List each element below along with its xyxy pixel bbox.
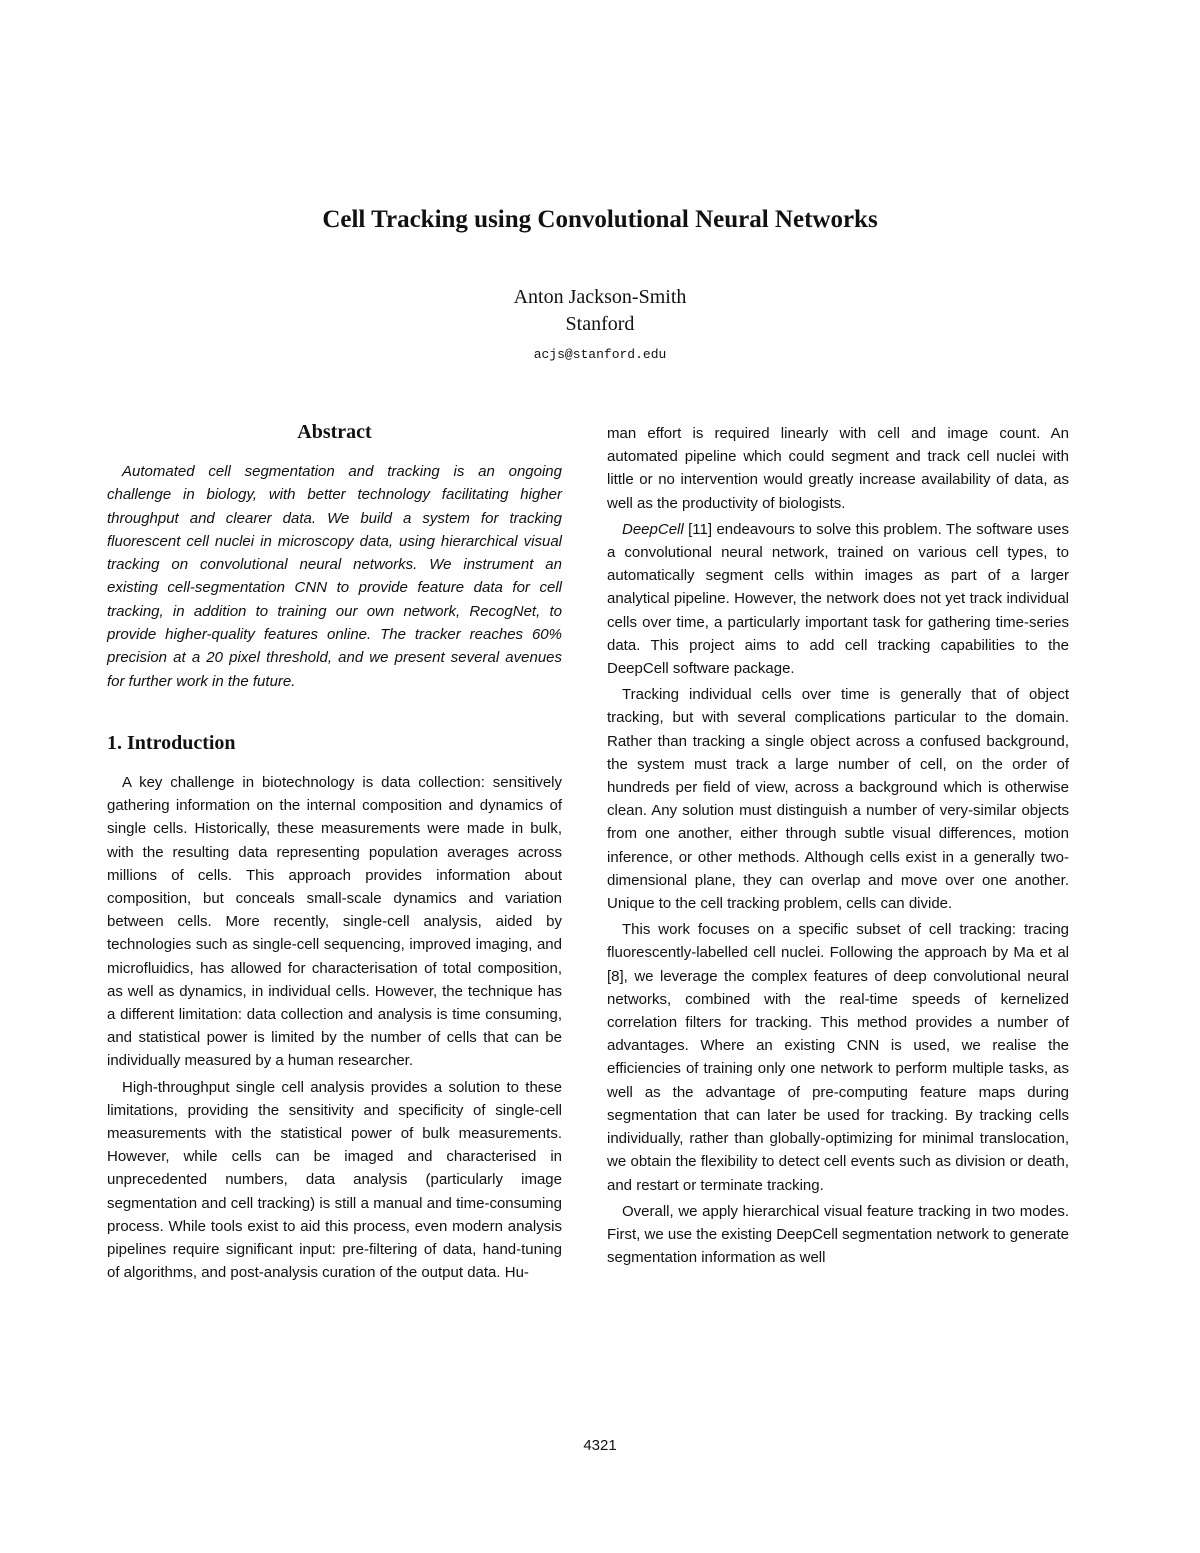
abstract-text: Automated cell segmentation and tracking is an ongoing challenge in biology, with better technology facilitating higher throughput and clearer data. We build a system for tracking fluorescent cell nuclei in microscopy data, using hierarchical visual tracking on convolutional neural networks. We instrument an existing cell-segmentation CNN to provide feature data for cell tracking, in addition to training our own network, RecogNet, to provide higher-quality features online. The tracker reaches 60% precision at a 20 pixel threshold, and we present several avenues for further work in the future.	[107, 463, 562, 690]
continuation-paragraph: man effort is required linearly with cell and image count. An automated pipeline which could segment and track cell nuclei with little or no intervention would greatly increase availability of data, as well as the productivity of biologists.	[607, 425, 1069, 512]
body-paragraph: Overall, we apply hierarchical visual feature tracking in two modes. First, we use the existing DeepCell segmentation network to generate segmentation information as well	[607, 1202, 1069, 1267]
left-column	[107, 418, 562, 1287]
intro-paragraph: High-throughput single cell analysis provides a solution to these limitations, providing the sensitivity and specificity of single-cell measurements with the statistical power of bulk measurements. However, while cells can be imaged and characterised in unprecedented numbers, data analysis (particularly image segmentation and cell tracking) is still a manual and time-consuming process. While tools exist to aid this process, even modern analysis pipelines require significant input: pre-filtering of data, hand-tuning of algorithms, and post-analysis curation of the output data. Hu-	[107, 1078, 562, 1282]
author-name: Anton Jackson-Smith	[513, 286, 687, 308]
deepcell-text: [11] endeavours to solve this problem. The software uses a convolutional neural network, trained on various cell types, to automatically segment cells within images as part of a larger analytical pipeline. However, the network does not yet track individual cells over time, a particularly important task for gathering time-series data. This project aims to add cell tracking capabilities to the DeepCell software package.	[607, 520, 1069, 678]
deepcell-paragraph	[607, 518, 1069, 680]
deepcell-name: DeepCell	[622, 520, 684, 538]
paper-title: Cell Tracking using Convolutional Neural Networks	[322, 206, 878, 233]
author-email: acjs@stanford.edu	[533, 347, 667, 362]
body-paragraph: This work focuses on a specific subset of cell tracking: tracing fluorescently-labelled cell nuclei. Following the approach by Ma et al [8], we leverage the complex features of deep convolutional neural networks, combined with the real-time speeds of kernelized correlation filters for tracking. This method provides a number of advantages. Where an existing CNN is used, we realise the efficiencies of training only one network to perform multiple tasks, as well as the advantage of pre-computing feature maps during segmentation that can later be used for tracking. By tracking cells individually, rather than globally-optimizing for minimal translocation, we obtain the flexibility to detect cell events such as division or death, and restart or terminate tracking.	[607, 921, 1069, 1194]
right-column	[607, 422, 1069, 1272]
introduction-heading: 1. Introduction	[107, 731, 236, 754]
abstract-heading: Abstract	[297, 421, 372, 443]
intro-paragraph: A key challenge in biotechnology is data collection: sensitively gathering information on the internal composition and dynamics of single cells. Historically, these measurements were made in bulk, with the resulting data representing population averages across millions of cells. This approach provides information about composition, but conceals small-scale dynamics and variation between cells. More recently, single-cell analysis, aided by technologies such as single-cell sequencing, improved imaging, and microfluidics, has allowed for characterisation of total composition, as well as dynamics, in individual cells. However, the technique has a different limitation: data collection and analysis is time consuming, and statistical power is limited by the number of cells that can be individually measured by a human researcher.	[107, 773, 562, 1070]
author-affiliation: Stanford	[565, 313, 635, 335]
body-paragraph: Tracking individual cells over time is generally that of object tracking, but with several complications particular to the domain. Rather than tracking a single object across a confused background, the system must track a large number of cell, on the order of hundreds per field of view, across a background which is otherwise clean. Any solution must distinguish a number of very-similar objects from one another, either through subtle visual differences, motion inference, or other methods. Although cells exist in a generally two-dimensional plane, they can overlap and move over one another. Unique to the cell tracking problem, cells can divide.	[607, 686, 1069, 913]
page-number: 4321	[583, 1437, 617, 1454]
